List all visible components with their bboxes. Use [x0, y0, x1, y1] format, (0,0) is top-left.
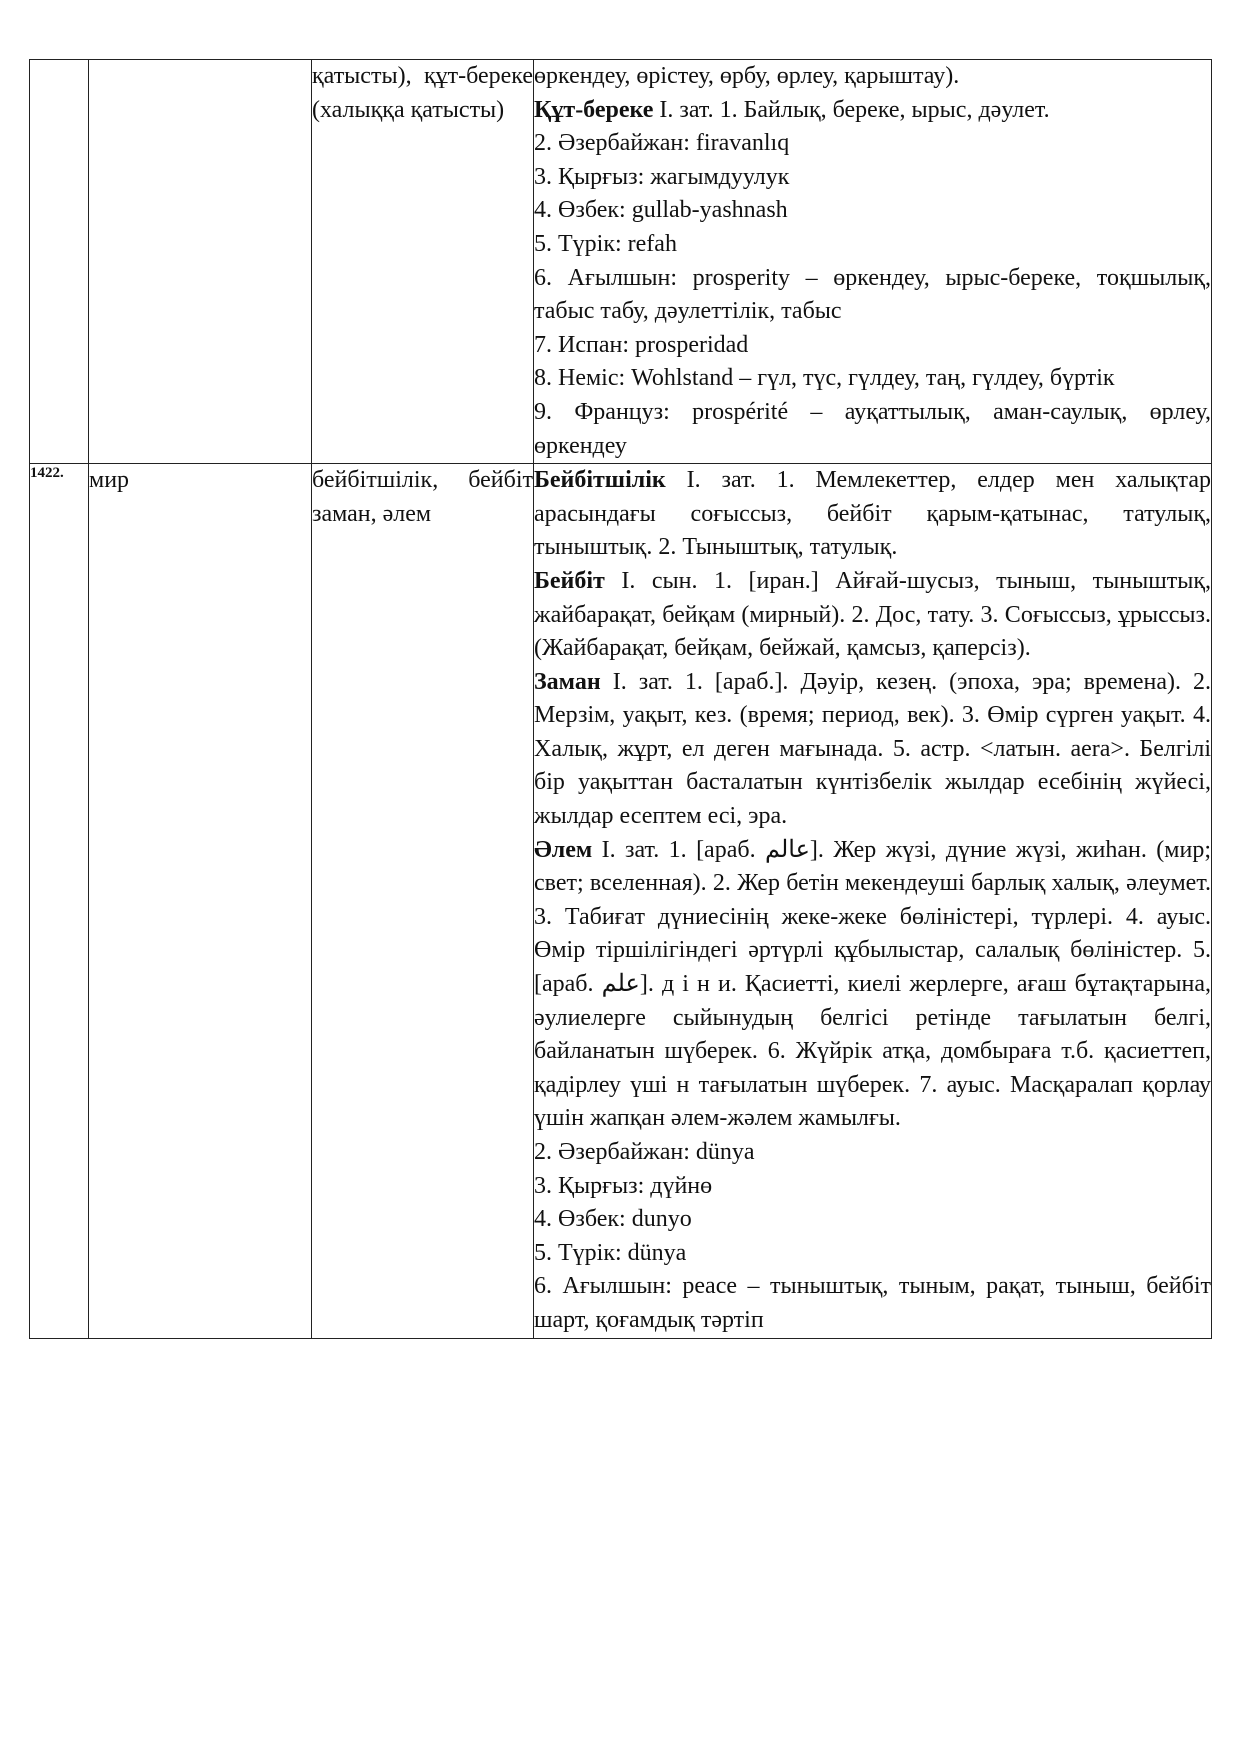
definition-line — [534, 666, 1211, 834]
definition-cell — [534, 464, 1212, 1338]
definition-text: 3. Қырғыз: дүйнө — [534, 1172, 713, 1199]
table-row — [30, 60, 1212, 464]
headword: Құт-береке — [534, 96, 654, 123]
definition-line — [534, 127, 1211, 161]
definition-text: өркендеу, өрістеу, өрбу, өрлеу, қарыштау). — [534, 63, 960, 89]
dictionary-table — [29, 59, 1212, 1339]
definition-text: 3. Қырғыз: жагымдуулук — [534, 163, 790, 190]
russian-word — [89, 60, 312, 464]
russian-word: мир — [89, 464, 312, 1338]
definition-line — [534, 1237, 1211, 1271]
headword: Бейбітшілік — [534, 467, 666, 494]
definition-cell — [534, 60, 1212, 464]
headword: Бейбіт — [534, 567, 605, 594]
table-row — [30, 464, 1212, 1338]
definition-line — [534, 1270, 1211, 1337]
definition-line — [534, 161, 1211, 195]
definition-line — [534, 1170, 1211, 1204]
definition-line — [534, 565, 1211, 666]
definition-text: 8. Неміс: Wohlstand – гүл, түс, гүлдеу, таң, гүлдеу, бүртік — [534, 365, 1115, 392]
definition-text: 2. Әзербайжан: firavanlıq — [534, 130, 790, 157]
definition-line — [534, 94, 1211, 128]
definition-line — [534, 834, 1211, 1136]
definition-text: І. зат. 1. Байлық, береке, ырыс, дәулет. — [653, 96, 1050, 123]
definition-text: І. зат. 1. [араб. عالم]. Жер жүзі, дүние жүзі, жиһан. (мир; свет; вселенная). 2. Жер бетін мекендеуші барлық халық, әлеумет. 3. Табиғат дүниесінің жеке-жеке бөліністері, түрлері. 4. ауыс. Өмір тіршілігіндегі әртүрлі құбылыстар, салалық бөліністер. 5. [араб. علم]. д і н и. Қасиетті, киелі жерлерге, ағаш бұтақтарына, әулиелерге сыйынудың белгісі ретінде тағылатын белгі, байланатын шүберек. 6. Жүйрік атқа, домбыраға т.б. қасиеттеп, қадірлеу үші н тағылатын шүберек. 7. ауыс. Масқаралап қорлау үшін жапқан әлем-жәлем жамылғы. — [534, 836, 1211, 1132]
definition-text: 7. Испан: prosperidad — [534, 331, 749, 358]
definition-line — [534, 194, 1211, 228]
entry-number — [30, 60, 89, 464]
kazakh-translation: қатысты), құт-береке (халыққа қатысты) — [312, 60, 534, 464]
definition-line — [534, 1203, 1211, 1237]
definition-line — [534, 329, 1211, 363]
definition-line — [534, 362, 1211, 396]
definition-text: 6. Ағылшын: prosperity – өркендеу, ырыс-береке, тоқшылық, табыс табу, дәулеттілік, табыс — [534, 264, 1211, 325]
definition-text: 9. Француз: prospérité – ауқаттылық, аман-саулық, өрлеу, өркендеу — [534, 398, 1211, 459]
definition-text: 4. Өзбек: gullab-yashnash — [534, 197, 788, 224]
kazakh-translation: бейбітшілік, бейбіт заман, әлем — [312, 464, 534, 1338]
definition-text: 2. Әзербайжан: dünya — [534, 1139, 755, 1165]
definition-line — [534, 60, 1211, 94]
definition-text: 4. Өзбек: dunyo — [534, 1206, 692, 1233]
definition-text: 5. Түрік: dünya — [534, 1239, 687, 1266]
definition-text: І. сын. 1. [иран.] Айғай-шусыз, тыныш, тыныштық, жайбарақат, бейқам (мирный). 2. Дос, тату. 3. Соғыссыз, ұрыссыз. (Жайбарақат, бейқам, бейжай, қамсыз, қаперсіз). — [534, 567, 1211, 662]
definition-line — [534, 396, 1211, 463]
definition-line — [534, 464, 1211, 565]
definition-line — [534, 228, 1211, 262]
definition-text: І. зат. 1. Мемлекеттер, елдер мен халықтар арасындағы соғыссыз, бейбіт қарым-қатынас, татулық, тыныштық. 2. Тыныштық, татулық. — [534, 467, 1211, 561]
headword: Әлем — [534, 836, 593, 863]
entry-number: 1422. — [30, 464, 89, 1338]
definition-line — [534, 262, 1211, 329]
headword: Заман — [534, 668, 601, 695]
definition-text: І. зат. 1. [араб.]. Дәуір, кезең. (эпоха, эра; времена). 2. Мерзім, уақыт, кез. (время; период, век). 3. Өмір сүрген уақыт. 4. Халық, жұрт, ел деген мағынада. 5. астр. <латын. aera>. Белгілі бір уақыттан басталатын күнтізбелік жылдар есебінің жүйесі, жылдар есептем есі, эра. — [534, 668, 1211, 830]
definition-line — [534, 1136, 1211, 1170]
definition-text: 6. Ағылшын: peace – тыныштық, тыным, рақат, тыныш, бейбіт шарт, қоғамдық тәртіп — [534, 1273, 1211, 1333]
definition-text: 5. Түрік: refah — [534, 230, 677, 257]
